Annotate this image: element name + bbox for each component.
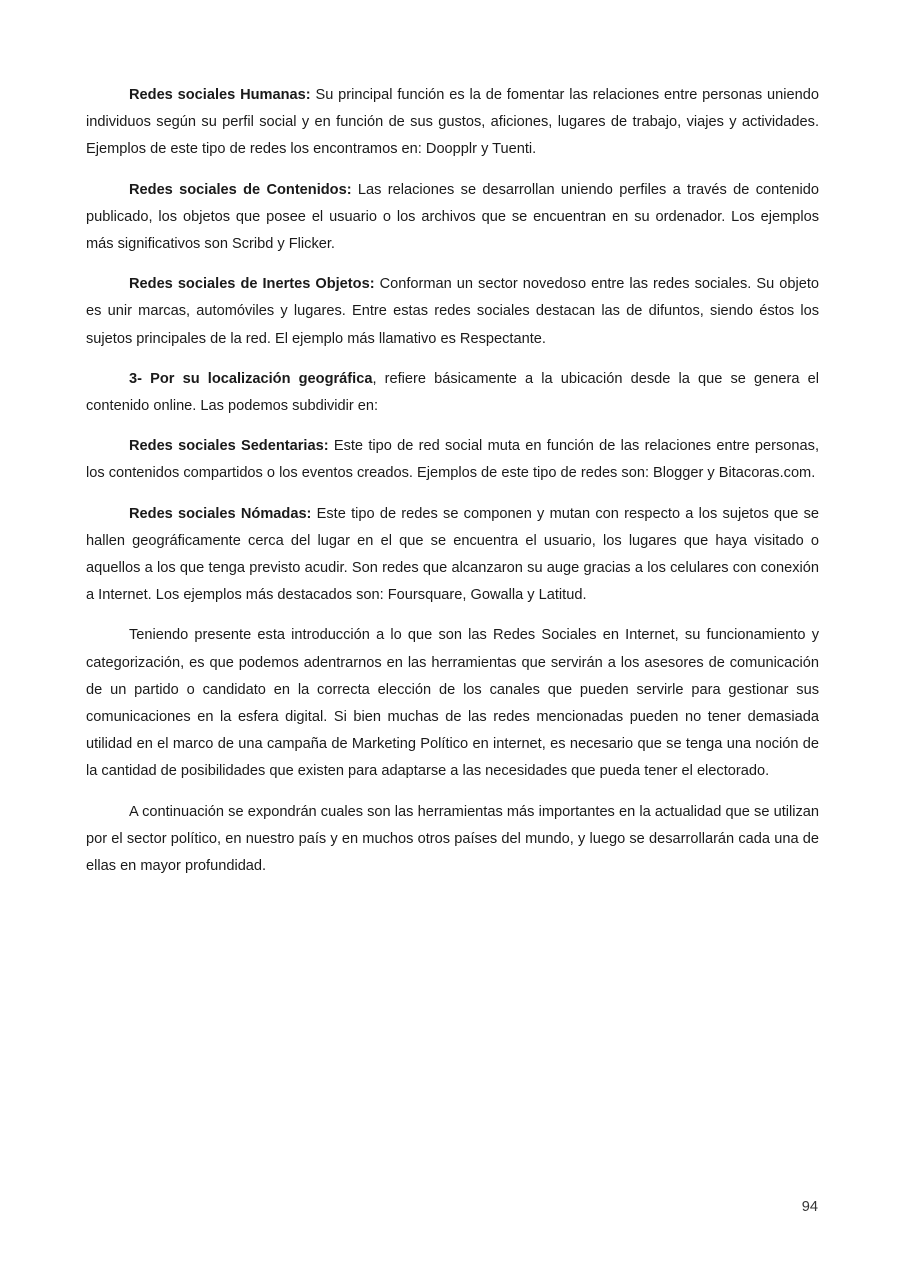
- paragraph-text: Su principal función es la de fomentar las relaciones entre personas uniendo individuos según su perfil social y en función de sus gustos, aficiones, lugares de trabajo, viajes y actividades. Ejemplos de este tipo de redes los encontramos en: Doopplr y Tuenti.: [86, 87, 819, 158]
- paragraph-heading: Redes sociales Humanas:: [129, 87, 311, 103]
- paragraph-redes-inertes-objetos: [86, 271, 819, 353]
- paragraph-localizacion-geografica: [86, 366, 819, 420]
- paragraph-redes-nomadas: [86, 501, 819, 610]
- paragraph-heading: Redes sociales de Inertes Objetos:: [129, 276, 375, 293]
- paragraph-heading: 3- Por su localización geográfica: [129, 370, 373, 387]
- paragraph-a-continuacion: [86, 799, 819, 881]
- paragraph-text: , refiere básicamente a la ubicación desde la que se genera el contenido online. Las podemos subdividir en:: [86, 370, 819, 415]
- paragraph-text: A continuación se expondrán cuales son las herramientas más importantes en la actualidad que se utilizan por el sector político, en nuestro país y en muchos otros países del mundo, y luego se desarrollarán cada una de ellas en mayor profundidad.: [86, 803, 819, 875]
- paragraph-redes-sedentarias: [86, 433, 819, 487]
- paragraph-redes-humanas: [86, 82, 819, 164]
- paragraph-heading: Redes sociales Nómadas:: [129, 505, 312, 522]
- paragraph-text: Este tipo de redes se componen y mutan con respecto a los sujetos que se hallen geográficamente cerca del lugar en el que se encuentra el usuario, los lugares que haya visitado o aquellos a los que tenga previsto acudir. Son redes que alcanzaron su auge gracias a los celulares con conexión a Internet. Los ejemplos más destacados son: Foursquare, Gowalla y Latitud.: [86, 505, 819, 604]
- paragraph-heading: Redes sociales Sedentarias:: [129, 438, 329, 455]
- paragraph-redes-contenidos: [86, 177, 819, 259]
- paragraph-introduccion-herramientas: [86, 622, 819, 785]
- paragraph-text: Este tipo de red social muta en función de las relaciones entre personas, los contenidos compartidos o los eventos creados. Ejemplos de este tipo de redes son: Blogger y Bitacoras.com.: [86, 438, 819, 482]
- page-body: [86, 82, 819, 893]
- paragraph-text: Teniendo presente esta introducción a lo que son las Redes Sociales en Internet, su funcionamiento y categorización, es que podemos adentrarnos en las herramientas que servirán a los asesores de comunicación de un partido o candidato en la correcta elección de los canales que pueden servirle para gestionar sus comunicaciones en la esfera digital. Si bien muchas de las redes mencionadas pueden no tener demasiada utilidad en el marco de una campaña de Marketing Político en internet, es necesario que se tenga una noción de la cantidad de posibilidades que existen para adaptarse a las necesidades que pueda tener el electorado.: [86, 627, 819, 780]
- paragraph-heading: Redes sociales de Contenidos:: [129, 181, 352, 198]
- paragraph-text: Las relaciones se desarrollan uniendo perfiles a través de contenido publicado, los objetos que posee el usuario o los archivos que se encuentran en su ordenador. Los ejemplos más significativos son Scribd y Flicker.: [86, 181, 819, 253]
- page-number: 94: [801, 1199, 818, 1215]
- paragraph-text: Conforman un sector novedoso entre las redes sociales. Su objeto es unir marcas, automóviles y lugares. Entre estas redes sociales destacan las de difuntos, siendo éstos los sujetos principales de la red. El ejemplo más llamativo es Respectante.: [86, 276, 820, 347]
